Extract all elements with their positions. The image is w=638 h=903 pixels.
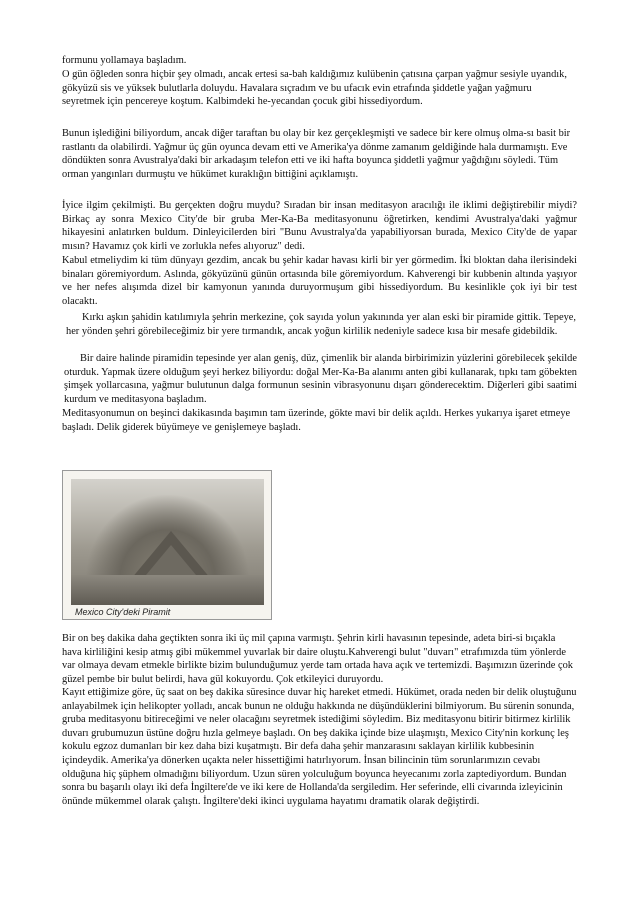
pyramid-photo <box>71 479 264 605</box>
paragraph-3: Bunun işlediğini biliyordum, ancak diğer taraftan bu olay bir kez gerçekleşmişti ve sadece bir kere olmuş olma-sı basit bir rastlantı da olabilirdi. Yağmur üç gün oyunca devam etti ve Amerika'ya dönme zamanım geldiğinde hala durmamıştı. Eve döndükten sonra Avustralya'daki bir arkadaşım telefon etti ve iki hafta boyunca şiddetli yağmur yağdığını söyledi. Tüm orman yangınları durmuştu ve hükümet kuraklığın bittiğini açıklamıştı. <box>62 128 571 180</box>
paragraph-1: formunu yollamaya başladım. <box>62 55 187 66</box>
photo-caption: Mexico City'deki Piramit <box>75 607 171 617</box>
paragraph-10: Kayıt ettiğimize göre, üç saat on beş dakika süresince duvar hiç hareket etmedi. Hükümet, orada neden bir delik oluştuğunu anlayabilmek için helikopter yolladı, ancak bunun ne olduğu hakkında ne düşündüklerini bilmiyorum. Bu sürenin sonunda, gruba meditasyonu bitireceğimi ve neler olacağını seyretmek istediğimi söyledim. Biz meditasyonu bitirir bitirmez kirlilik duvarı grubumuzun üstüne doğru hızla gelmeye başladı. On beş dakika içinde bize ulaşmıştı, Mexico City'nin korkunç leş kokulu egzoz dumanları bir kez daha bizi kuşatmıştı. Bir defa daha şehir manzarasını saklayan kirlilik kubbesinin içindeydik. Amerika'ya dönerken uçakta neler hissettiğimi hatırlıyorum. İnsan bilincinin tüm sorunlarımızın cevabı olduğuna hiç şüphem olmadığını biliyordum. Uzun süren yolculuğum boyunca heyecanımı zorla zaptediyordum. Bundan sonra bu başarılı olayı iki defa İngiltere'de ve iki kere de Hollanda'da sergiledim. Her seferinde, elli civarında izleyicinin önünde mükemmel olarak çalıştı. İngiltere'deki ikinci uygulama hayatımı dramatik olarak değiştirdi. <box>62 687 577 807</box>
pyramid-shape-small <box>146 545 196 575</box>
pyramid-photo-figure <box>62 470 272 620</box>
paragraph-5: Kabul etmeliydim ki tüm dünyayı gezdim, ancak bu şehir kadar havası kirli bir yer görmedim. İki bloktan daha ilerisindeki binaları göremiyordum. Aslında, gökyüzünü günün ortasında bile göremiyordum. Kahverengi bir kubbenin altında yaşıyor ve her nefes alışımda dizel bir kamyonun yanında duruyormuşum gibi hissediyordum. Bu kesinlikle çok iyi bir test olacaktı. <box>62 255 577 307</box>
paragraph-8: Meditasyonumun on beşinci dakikasında başımın tam üzerinde, gökte mavi bir delik açıldı. Herkes yukarıya işaret etmeye başladı. Delik giderek büyümeye ve genişlemeye başladı. <box>62 408 571 433</box>
paragraph-9: Bir on beş dakika daha geçtikten sonra iki üç mil çapına varmıştı. Şehrin kirli havasının tepesinde, adeta biri-si bıçakla hava kirliliğini kesip atmış gibi mükemmel yuvarlak bir daire oluştu.Kahverengi bulut "duvarı" etrafımızda tüm yönlerde var olmaya devam etmekle birlikte bizim bulunduğumuz yerde tam ortada hava açık ve tertemizdi. Başımızın üzerinde çok güzel pembe bir bulut belirdi, hava gül kokuyordu. Çok etkileyici duruyordu. <box>62 633 573 685</box>
avenue-shape <box>71 575 264 605</box>
paragraph-2: O gün öğleden sonra hiçbir şey olmadı, ancak ertesi sa-bah kaldığımız kulübenin çatısına çarpan yağmur sesiyle uyandık, gökyüzü sis ve yüksek bulutlarla doluydu. Havalara sıçradım ve bu ufacık evin etrafında şiddetle yağan yağmuru seyretmek için pencereye koştum. Kalbimdeki he-yecandan çocuk gibi hissediyordum. <box>62 69 567 108</box>
paragraph-4: İyice ilgim çekilmişti. Bu gerçekten doğru muydu? Sıradan bir insan meditasyon aracılığı ile iklimi değiştirebilir miydi? Birkaç ay sonra Mexico City'de bir gruba Mer-Ka-Ba meditasyonunu öğretirken, kendimi Avustralya'daki yağmur hikayesini anlatırken buldum. Dinleyicilerden biri "Bunu Avustralya'da yapabiliyorsan burada, Mexico City'de de yapar mısın? Havamız çok kirli ve zorlukla nefes alıyoruz" dedi. <box>62 200 577 252</box>
paragraph-6: Kırkı aşkın şahidin katılımıyla şehrin merkezine, çok sayıda yolun yakınında yer alan eski bir piramide gittik. Tepeye, her yönden şehri görebileceğimiz bir yere tırmandık, ancak yoğun kirlilik nedeniyle sadece kısa bir mesafe gidebildik. <box>66 312 576 337</box>
paragraph-7: Bir daire halinde piramidin tepesinde yer alan geniş, düz, çimenlik bir alanda birbirimizin yüzlerini görebilecek şekilde oturduk. Yapmak üzere olduğum şeyi herkez biliyordu: doğal Mer-Ka-Ba alanımı anten gibi kullanarak, tıpkı tam göbekten şimşek yollarcasına, yağmur bulutunun dalga formunun sesinin vibrasyonunu dışarı gönderecektim. Diğerleri gibi saatimi kurdum ve meditasyona başladım. <box>64 353 577 405</box>
